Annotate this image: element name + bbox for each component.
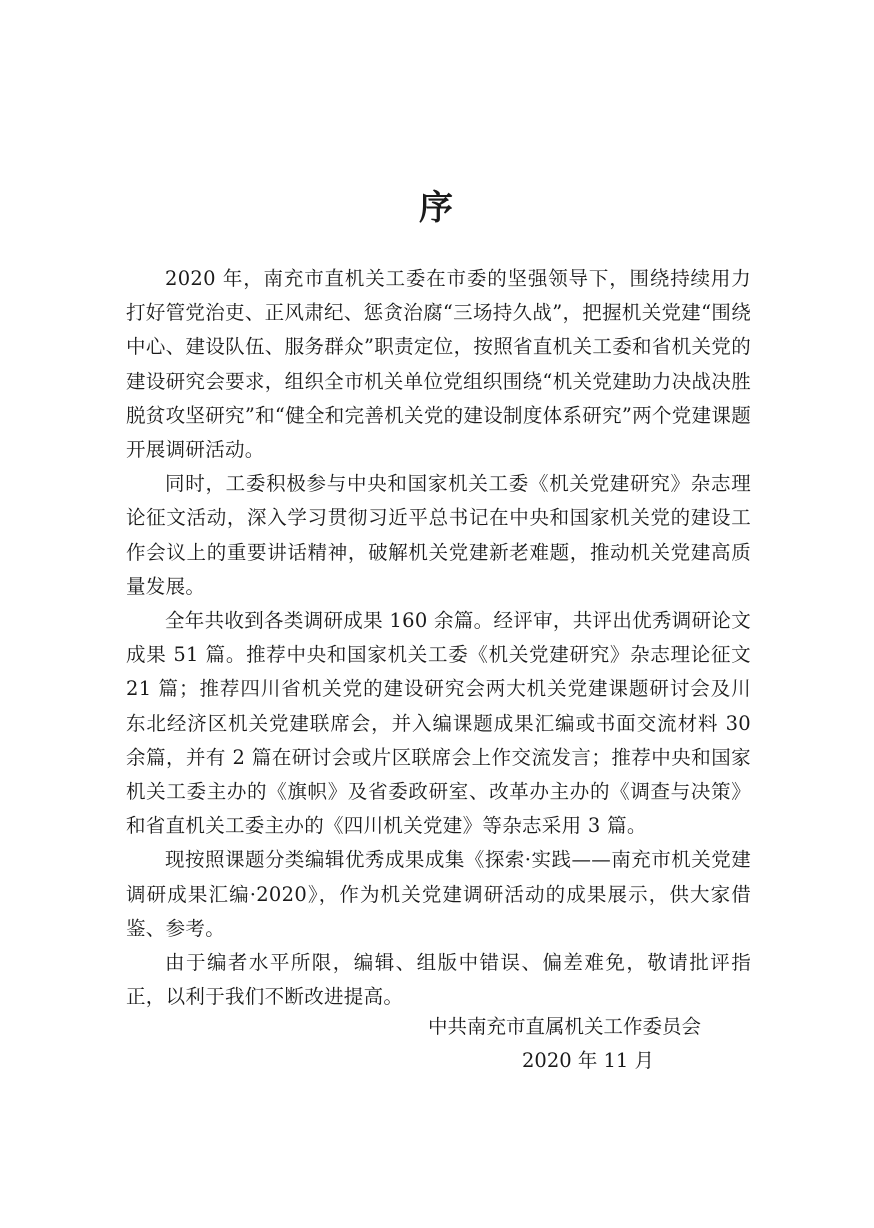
signature-date: 2020 年 11 月 [522, 1049, 655, 1072]
paragraph-5: 由于编者水平所限，编辑、组版中错误、偏差难免，敬请批评指正，以利于我们不断改进提高。 [126, 951, 751, 1009]
signature-organization: 中共南充市直属机关工作委员会 [428, 1015, 702, 1038]
paragraph-3: 全年共收到各类调研成果 160 余篇。经评审，共评出优秀调研论文成果 51 篇。推荐中央和国家机关工委《机关党建研究》杂志理论征文 21 篇；推荐四川省机关党的建设研究会两大机关党建课题研讨会及川东北经济区机关党建联席会，并入编课题成果汇编或书面交流材料 30 余篇，并有 2 篇在研讨会或片区联席会上作交流发言；推荐中央和国家机关工委主办的《旗帜》及省委政研室、改革办主办的《调查与决策》和省直机关工委主办的《四川机关党建》等杂志采用 3 篇。 [126, 609, 751, 838]
preface-body [126, 262, 751, 1014]
paragraph-4: 现按照课题分类编辑优秀成果成集《探索·实践——南充市机关党建调研成果汇编·2020》，作为机关党建调研活动的成果展示，供大家借鉴、参考。 [126, 848, 751, 940]
paragraph-2: 同时，工委积极参与中央和国家机关工委《机关党建研究》杂志理论征文活动，深入学习贯彻习近平总书记在中央和国家机关党的建设工作会议上的重要讲话精神，破解机关党建新老难题，推动机关党建高质量发展。 [126, 472, 751, 598]
page-title: 序 [419, 188, 455, 228]
paragraph-1: 2020 年，南充市直机关工委在市委的坚强领导下，围绕持续用力打好管党治吏、正风肃纪、惩贪治腐“三场持久战”，把握机关党建“围绕中心、建设队伍、服务群众”职责定位，按照省直机关工委和省机关党的建设研究会要求，组织全市机关单位党组织围绕“机关党建助力决战决胜脱贫攻坚研究”和“健全和完善机关党的建设制度体系研究”两个党建课题开展调研活动。 [126, 267, 751, 462]
